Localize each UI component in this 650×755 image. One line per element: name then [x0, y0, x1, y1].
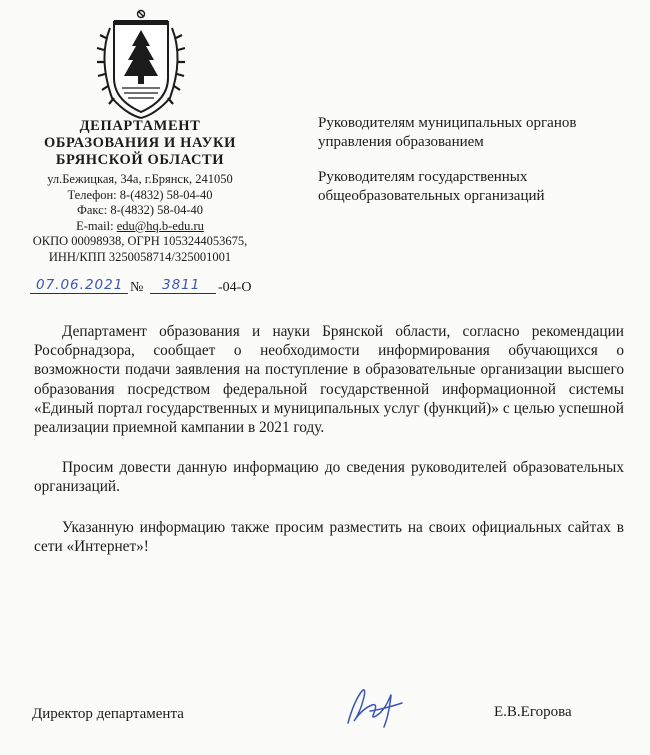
inn-kpp: ИНН/КПП 3250058714/325001001 [48, 249, 232, 264]
addressee: Руководителям муниципальных органов управления образованием [318, 115, 577, 150]
registration-line [30, 277, 270, 299]
department-name-line: ДЕПАРТАМЕНТ [79, 118, 201, 134]
addressees [318, 114, 618, 222]
phone: Телефон: 8-(4832) 58-04-40 [67, 187, 213, 202]
signatory-name: Е.В.Егорова [494, 704, 572, 720]
okpo-ogrn: ОКПО 00098938, ОГРН 1053244053675, [32, 234, 248, 248]
registration-date: 07.06.2021 [36, 277, 124, 293]
department-contacts [14, 172, 266, 265]
email-line [14, 219, 266, 235]
registration-number: 3811 [162, 277, 201, 293]
number-sign: № [130, 280, 144, 295]
body-paragraph: Указанную информацию также просим разместить на своих официальных сайтах в сети «Интернет»! [34, 518, 624, 555]
email-label: E-mail: [76, 218, 114, 233]
email-link[interactable]: edu@hq.b-edu.ru [116, 218, 204, 233]
address: ул.Бежицкая, 34а, г.Брянск, 241050 [47, 172, 233, 186]
signatory-title: Директор департамента [32, 706, 184, 722]
number-underline [150, 293, 216, 294]
fax: Факс: 8-(4832) 58-04-40 [76, 203, 204, 217]
registration-suffix: -04-О [218, 280, 252, 295]
signature-icon [340, 683, 410, 731]
department-name [14, 118, 266, 169]
department-name-line: ОБРАЗОВАНИЯ И НАУКИ [43, 135, 236, 151]
body-paragraph: Просим довести данную информацию до сведения руководителей образовательных организаций. [34, 459, 624, 496]
date-underline [30, 293, 128, 294]
coat-of-arms-icon [92, 8, 190, 120]
department-name-line: БРЯНСКОЙ ОБЛАСТИ [55, 152, 225, 168]
letter-body [34, 322, 624, 577]
body-paragraph: Департамент образования и науки Брянской области, согласно рекомендации Рособрнадзора, сообщает о необходимости информирования обучающихся о возможности подачи заявления на поступление в образовательные организации высшего образования посредством федеральной государственной информационной системы «Единый портал государственных и муниципальных услуг (функций)» с целью успешной реализации приемной кампании в 2021 году. [34, 323, 624, 437]
addressee: Руководителям государственных общеобразовательных организаций [318, 169, 545, 204]
